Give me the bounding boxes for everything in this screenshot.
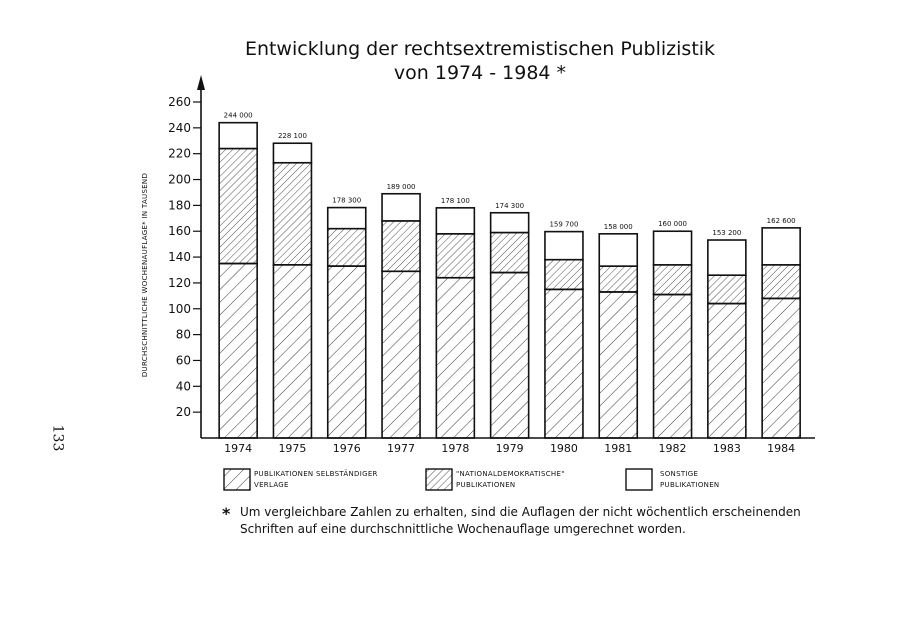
x-tick-label: 1974 — [224, 442, 253, 455]
y-tick-label: 120 — [168, 275, 191, 290]
y-axis-arrow — [197, 75, 205, 90]
y-tick-label: 60 — [175, 353, 191, 368]
bar-segment-sonstige — [273, 143, 311, 163]
legend-label-nationaldemokratische: "NATIONALDEMOKRATISCHE" PUBLIKATIONEN — [456, 470, 565, 489]
bar-segment-sonstige — [599, 234, 637, 266]
legend-swatch-sonstige — [626, 469, 652, 490]
y-tick-label: 140 — [168, 250, 191, 265]
bars — [219, 112, 800, 455]
bar-total-label: 189 000 — [386, 182, 416, 191]
bar-segment-sonstige — [762, 228, 800, 265]
bar-segment-selbstaendige-verlage — [762, 298, 800, 438]
bar-segment-nationaldemokratische — [599, 266, 637, 292]
bar-segment-sonstige — [382, 194, 420, 221]
x-tick-label: 1979 — [495, 442, 524, 455]
bar-segment-nationaldemokratische — [545, 260, 583, 290]
bar-total-label: 158 000 — [603, 222, 633, 231]
x-tick-label: 1982 — [658, 442, 687, 455]
page-number: 133 — [49, 424, 66, 452]
y-tick-label: 80 — [175, 327, 191, 342]
y-tick-label: 100 — [168, 301, 191, 316]
y-tick-label: 200 — [168, 172, 191, 187]
x-tick-label: 1975 — [278, 442, 307, 455]
x-tick-label: 1976 — [332, 442, 361, 455]
y-tick-label: 240 — [168, 120, 191, 135]
footnote-marker: * — [222, 504, 231, 523]
bar-total-label: 244 000 — [223, 111, 253, 120]
bar-segment-sonstige — [219, 123, 257, 149]
footnote-line1: Um vergleichbare Zahlen zu erhalten, sind die Auflagen der nicht wöchentlich erscheinenden — [240, 505, 801, 519]
y-tick-label: 40 — [175, 379, 191, 394]
y-tick-label: 20 — [175, 405, 191, 420]
legend-swatch-selbstaendige-verlage — [224, 469, 250, 490]
bar-segment-selbstaendige-verlage — [545, 289, 583, 438]
bar-total-label: 162 600 — [766, 216, 796, 225]
y-tick-label: 260 — [168, 95, 191, 109]
bar-segment-nationaldemokratische — [654, 265, 692, 295]
legend-label-sonstige: SONSTIGE PUBLIKATIONEN — [660, 470, 720, 489]
bar-segment-nationaldemokratische — [708, 275, 746, 303]
bar-segment-sonstige — [436, 208, 474, 234]
bar-segment-nationaldemokratische — [382, 221, 420, 271]
bar-segment-selbstaendige-verlage — [654, 295, 692, 438]
bar-segment-nationaldemokratische — [328, 229, 366, 266]
bar-segment-nationaldemokratische — [491, 233, 529, 273]
chart-title-line2: von 1974 - 1984 * — [393, 62, 567, 84]
bar-segment-selbstaendige-verlage — [491, 273, 529, 438]
chart-title-line1: Entwicklung der rechtsextremistischen Publizistik — [244, 38, 716, 60]
x-tick-label: 1977 — [387, 442, 416, 455]
x-tick-label: 1978 — [441, 442, 470, 455]
x-tick-label: 1983 — [712, 442, 741, 455]
bar-segment-sonstige — [328, 208, 366, 229]
bar-segment-sonstige — [545, 232, 583, 260]
bar-total-label: 159 700 — [549, 220, 579, 229]
bar-total-label: 178 300 — [332, 196, 362, 205]
footnote-text — [240, 504, 800, 538]
y-axis-label: DURCHSCHNITTLICHE WOCHENAUFLAGE* IN TAUSEND — [141, 172, 149, 378]
bar-segment-sonstige — [708, 240, 746, 275]
x-tick-label: 1981 — [604, 442, 633, 455]
y-tick-label: 160 — [168, 224, 191, 239]
bar-segment-nationaldemokratische — [436, 234, 474, 278]
bar-total-label: 178 100 — [440, 196, 470, 205]
bar-segment-selbstaendige-verlage — [436, 278, 474, 438]
bar-segment-sonstige — [654, 231, 692, 265]
bar-total-label: 174 300 — [495, 201, 525, 210]
bar-segment-selbstaendige-verlage — [599, 292, 637, 438]
legend-swatch-nationaldemokratische — [426, 469, 452, 490]
bar-segment-nationaldemokratische — [273, 163, 311, 265]
y-tick-label: 220 — [168, 146, 191, 161]
bar-segment-sonstige — [491, 213, 529, 233]
y-tick-label: 180 — [168, 198, 191, 213]
footnote-line2: Schriften auf eine durchschnittliche Wochenauflage umgerechnet worden. — [240, 522, 686, 536]
bar-segment-selbstaendige-verlage — [708, 304, 746, 438]
x-tick-label: 1984 — [767, 442, 796, 455]
bar-total-label: 228 100 — [277, 132, 307, 141]
bar-total-label: 153 200 — [712, 229, 742, 238]
bar-total-label: 160 000 — [658, 220, 688, 229]
bar-segment-nationaldemokratische — [762, 265, 800, 299]
bar-segment-selbstaendige-verlage — [273, 265, 311, 438]
bar-segment-selbstaendige-verlage — [382, 271, 420, 438]
bar-segment-nationaldemokratische — [219, 149, 257, 264]
bar-segment-selbstaendige-verlage — [328, 266, 366, 438]
bar-segment-selbstaendige-verlage — [219, 264, 257, 438]
legend-label-selbstaendige-verlage: PUBLIKATIONEN SELBSTÄNDIGER VERLAGE — [254, 470, 378, 489]
x-tick-label: 1980 — [549, 442, 578, 455]
